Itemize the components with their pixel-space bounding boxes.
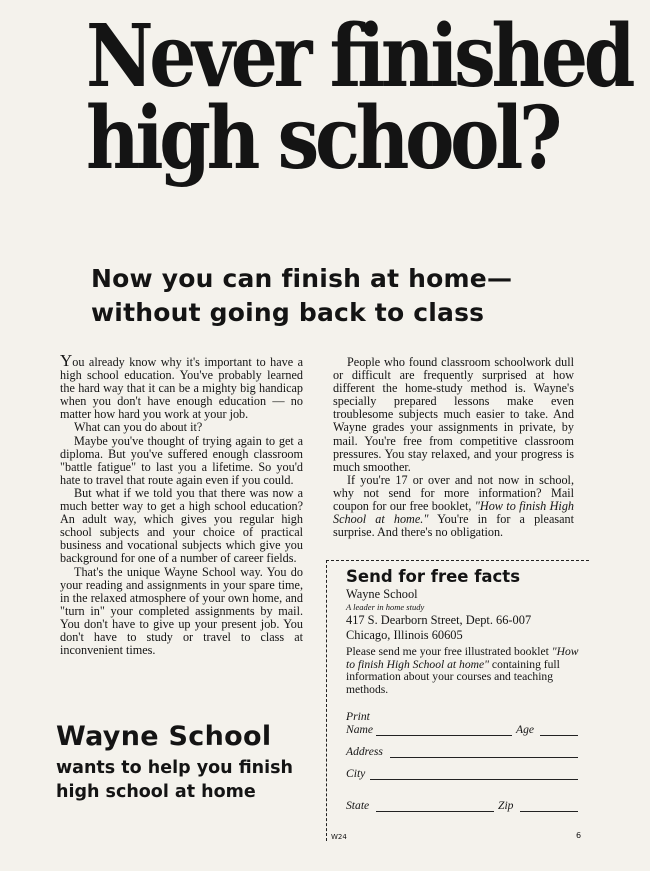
body-column-left <box>60 351 303 658</box>
coupon-header <box>346 567 586 696</box>
state-field[interactable] <box>376 811 494 812</box>
body-paragraph: What can you do about it? <box>74 420 203 435</box>
coupon-code: W24 <box>331 833 347 841</box>
headline <box>86 6 632 189</box>
paragraph-text: You're in for a pleasant surprise. And there's no obligation. <box>333 512 574 540</box>
headline-line-1: Never finished <box>86 6 632 107</box>
name-label: Name <box>346 723 374 736</box>
city-label: City <box>346 767 366 780</box>
body-paragraph <box>333 474 574 539</box>
coupon-fields <box>346 711 578 814</box>
age-field[interactable] <box>540 735 578 736</box>
brand-block <box>56 720 316 804</box>
paragraph-text: If you're 17 or over and not now in school, why not send for more information? Mail coupon for our free booklet, <box>333 472 574 514</box>
tagline-line-2: high school at home <box>56 782 256 802</box>
coupon-motto: A leader in home study <box>346 602 425 612</box>
print-label: Print <box>346 710 370 723</box>
address-row <box>346 738 578 760</box>
city-field[interactable] <box>370 779 578 780</box>
age-label: Age <box>516 723 535 736</box>
page-number: 6 <box>576 831 582 840</box>
drop-cap: Y <box>60 351 73 370</box>
state-label: State <box>346 799 370 812</box>
coupon-school-name: Wayne School <box>346 587 418 601</box>
request-text: Please send me your free illustrated booklet <box>346 645 552 658</box>
brand-tagline <box>56 756 316 804</box>
request-text: containing full information about your courses and teaching methods. <box>346 657 560 696</box>
booklet-title: "How to finish High School at home." <box>333 499 575 527</box>
address-label: Address <box>346 745 383 758</box>
brand-name: Wayne School <box>56 721 272 752</box>
tagline-line-1: wants to help you finish <box>56 758 294 778</box>
headline-line-2: high school? <box>86 88 559 189</box>
paragraph-text: ou already know why it's important to have a high school education. You've probably learned the hard way that it can be a mighty big handicap when you don't have enough education — no matter how hard you work at your job. <box>60 355 303 422</box>
city-row <box>346 760 578 782</box>
subheadline <box>91 262 551 330</box>
subheadline-line-1: Now you can finish at home— <box>91 264 513 293</box>
subheadline-line-2: without going back to class <box>91 298 485 327</box>
name-age-row <box>346 722 578 738</box>
booklet-title: "How to finish High School at home" <box>346 645 579 671</box>
name-field[interactable] <box>376 735 512 736</box>
state-zip-row <box>346 782 578 814</box>
body-paragraph: Maybe you've thought of trying again to get a diploma. But you've suffered enough classroom "battle fatigue" to last you a lifetime. So you'd hate to travel that route again even if you could. <box>60 433 303 487</box>
body-paragraph: People who found classroom schoolwork dull or difficult are frequently surprised at how different the home-study method is. Wayne's specially prepared lessons make even troublesome subjects much easier to take. And Wayne grades your assignments in private, by mail. You're free from competitive classroom pressures. You stay relaxed, and your progress is much smoother. <box>333 355 574 474</box>
mail-coupon <box>326 560 589 841</box>
coupon-street: 417 S. Dearborn Street, Dept. 66-007 <box>346 613 532 627</box>
coupon-city: Chicago, Illinois 60605 <box>346 628 463 642</box>
body-paragraph: That's the unique Wayne School way. You do your reading and assignments in your spare time, in the relaxed atmosphere of your own home, and "turn in" your completed assignments by mail. You don't have to give up your present job. You don't have to study or travel to class at inconvenient times. <box>60 564 303 658</box>
body-paragraph <box>60 351 303 422</box>
coupon-request-text <box>346 646 586 696</box>
address-field[interactable] <box>390 757 578 758</box>
body-column-right <box>333 356 574 539</box>
zip-field[interactable] <box>520 811 578 812</box>
body-paragraph: But what if we told you that there was now a much better way to get a high school education? An adult way, which gives you regular high school subjects and your choice of practical business and vocational subjects which give you background for one of a number of career fields. <box>60 485 303 566</box>
coupon-title: Send for free facts <box>346 567 521 586</box>
zip-label: Zip <box>498 799 514 812</box>
